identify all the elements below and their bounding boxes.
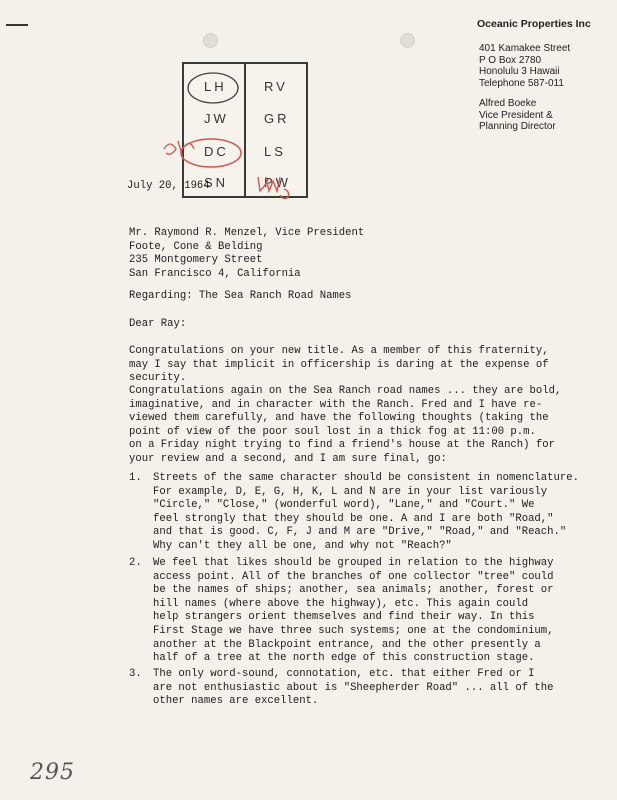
item-number: 1. [129, 472, 142, 484]
text-line: be the names of ships; another, sea animals; another, forest or [153, 584, 554, 597]
item-body [153, 668, 554, 709]
letter-date: July 20, 1964 [127, 180, 210, 192]
body-paragraph [129, 345, 579, 386]
recipient-address [129, 227, 364, 281]
recipient-line: 235 Montgomery Street [129, 254, 263, 267]
text-line: and that is good. C, F, J and M are "Drive," "Road," and "Reach." [153, 526, 567, 539]
address-line: Honolulu 3 Hawaii [479, 66, 560, 78]
sender-name: Alfred Boeke [479, 98, 537, 109]
handwritten-initials [258, 177, 289, 199]
recipient-line: Mr. Raymond R. Menzel, Vice President [129, 227, 365, 239]
circle-mark [188, 73, 238, 103]
margin-mark [6, 24, 28, 26]
recipient-line: Foote, Cone & Belding [129, 240, 263, 253]
text-line: security. [129, 372, 187, 385]
sender-title: Planning Director [479, 121, 556, 133]
salutation: Dear Ray: [129, 318, 187, 330]
sender-block [479, 98, 556, 133]
recipient-line: San Francisco 4, California [129, 267, 301, 280]
text-line: viewed them carefully, and have the following thoughts (taking the [129, 412, 549, 425]
stamp-initials: PW [264, 175, 291, 190]
text-line: The only word-sound, connotation, etc. that either Fred or I [153, 668, 535, 680]
text-line: Congratulations again on the Sea Ranch road names ... they are bold, [129, 385, 562, 397]
subject-line: Regarding: The Sea Ranch Road Names [129, 290, 352, 302]
stamp-initials: DC [204, 144, 229, 159]
text-line: help strangers orient themselves and find their way. In this [153, 611, 535, 624]
text-line: feel strongly that they should be one. A and I are both "Road," [153, 512, 554, 525]
text-line: Streets of the same character should be consistent in nomenclature. [153, 472, 579, 484]
text-line: on a Friday night trying to find a friend's house at the Ranch) for [129, 439, 555, 452]
text-line: First Stage we have three such systems; one at the condominium, [153, 624, 554, 637]
stamp-initials: GR [264, 111, 290, 126]
text-line: half of a tree at the north edge of this construction stage. [153, 652, 535, 665]
item-body [153, 557, 554, 666]
body-paragraph [129, 385, 579, 467]
page-number: 295 [30, 760, 75, 785]
item-number: 2. [129, 557, 142, 569]
punch-hole [203, 33, 218, 48]
text-line: We feel that likes should be grouped in relation to the highway [153, 557, 554, 569]
address-line: 401 Kamakee Street [479, 43, 571, 54]
sender-title: Vice President & [479, 109, 553, 121]
text-line: Why can't they all be one, and why not "Reach?" [153, 539, 452, 552]
text-line: point of view of the poor soul lost in a thick fog at 11:00 p.m. [129, 425, 536, 438]
handwritten-initials [164, 141, 194, 155]
text-line: imaginative, and in character with the Ranch. Fred and I have re- [129, 398, 543, 411]
company-name: Oceanic Properties Inc [477, 18, 591, 30]
text-line: are not enthusiastic about is "Sheepherder Road" ... all of the [153, 681, 554, 694]
text-line: other names are excellent. [153, 695, 319, 708]
item-body [153, 472, 579, 554]
stamp-initials: SN [204, 175, 229, 190]
text-line: may I say that implicit in officership is daring at the expense of [129, 358, 549, 371]
stamp-initials: LH [204, 79, 227, 94]
text-line: hill names (where above the highway), etc. This again could [153, 597, 529, 610]
stamp-initials: RV [264, 79, 288, 94]
item-number: 3. [129, 668, 142, 680]
text-line: access point. All of the branches of one collector "tree" could [153, 570, 554, 583]
address-line: P O Box 2780 [479, 54, 542, 66]
address-line: Telephone 587-011 [479, 77, 564, 89]
stamp-initials: LS [264, 144, 286, 159]
text-line: another at the Blackpoint entrance, and the other presently a [153, 638, 541, 651]
text-line: Congratulations on your new title. As a member of this fraternity, [129, 345, 549, 357]
text-line: "Circle," "Close," (wonderful word), "Lane," and "Court." We [153, 499, 535, 512]
punch-hole [400, 33, 415, 48]
text-line: your review and a second, and I am sure final, go: [129, 452, 447, 465]
company-address [479, 43, 570, 89]
text-line: For example, D, E, G, H, K, L and N are in your list variously [153, 485, 548, 498]
stamp-initials: JW [204, 111, 229, 126]
